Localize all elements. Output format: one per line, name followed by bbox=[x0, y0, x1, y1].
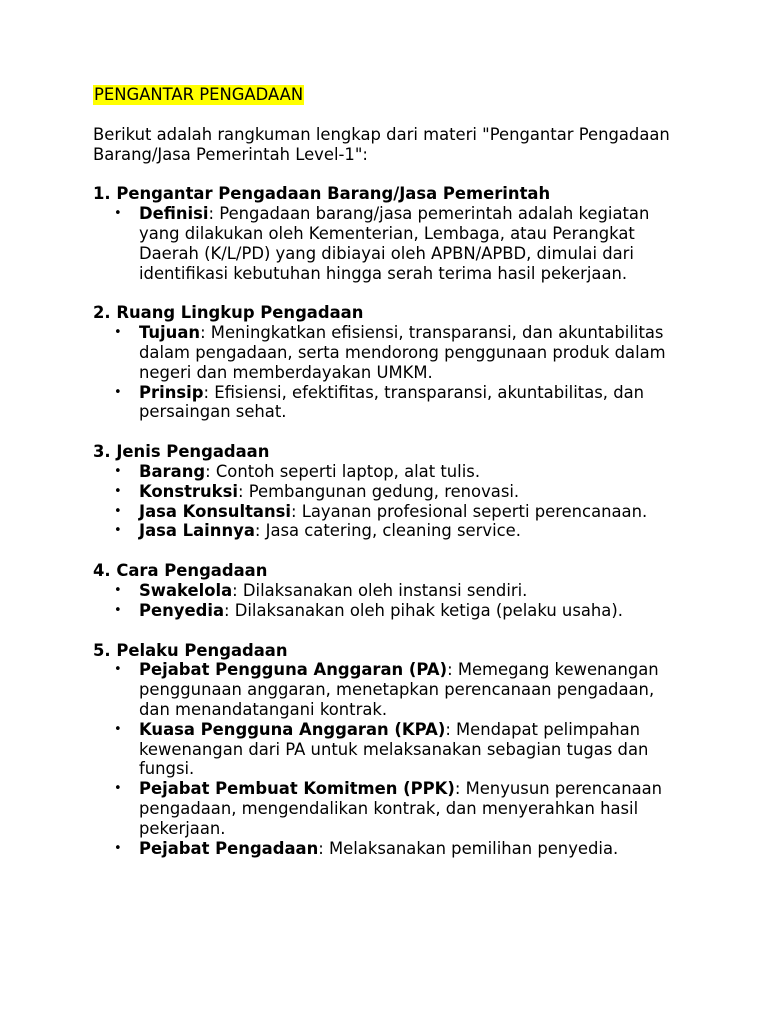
section-heading: 4. Cara Pengadaan bbox=[93, 561, 268, 581]
item-description: : Pengadaan barang/jasa pemerintah adalah kegiatan yang dilakukan oleh Kementerian, Lembaga, atau Perangkat Daerah (K/L/PD) yang dibiayai oleh APBN/APBD, dimulai dari identifikasi kebutuhan hingga serah terima hasil pekerjaan. bbox=[139, 204, 650, 283]
sections-container bbox=[93, 184, 768, 858]
list-item bbox=[93, 839, 679, 859]
section-1 bbox=[93, 184, 768, 283]
bullet-list bbox=[93, 581, 768, 621]
bullet-list bbox=[93, 462, 768, 541]
section-4 bbox=[93, 561, 768, 620]
item-description: : Layanan profesional seperti perencanaan. bbox=[291, 501, 648, 521]
list-item bbox=[93, 720, 679, 779]
item-description: : Mendapat pelimpahan kewenangan dari PA untuk melaksanakan sebagian tugas dan fungsi. bbox=[139, 719, 649, 779]
bullet-icon: • bbox=[114, 721, 122, 737]
bullet-icon: • bbox=[114, 206, 122, 222]
item-term: Konstruksi bbox=[139, 481, 238, 501]
item-term: Swakelola bbox=[139, 580, 233, 600]
bullet-icon: • bbox=[114, 582, 122, 598]
item-term: Jasa Lainnya bbox=[139, 521, 255, 541]
list-item bbox=[93, 581, 679, 601]
item-description: : Memegang kewenangan penggunaan anggaran, menetapkan perencanaan pengadaan, dan menandatangani kontrak. bbox=[139, 660, 659, 719]
bullet-icon: • bbox=[114, 503, 122, 519]
bullet-icon: • bbox=[114, 781, 122, 797]
item-description: : Contoh seperti laptop, alat tulis. bbox=[205, 461, 481, 481]
item-term: Penyedia bbox=[139, 600, 225, 620]
bullet-icon: • bbox=[114, 384, 122, 400]
section-heading: 2. Ruang Lingkup Pengadaan bbox=[93, 303, 364, 323]
section-heading: 3. Jenis Pengadaan bbox=[93, 442, 270, 462]
bullet-icon: • bbox=[114, 662, 122, 678]
list-item bbox=[93, 521, 679, 541]
item-term: Jasa Konsultansi bbox=[139, 501, 292, 521]
list-item bbox=[93, 204, 679, 283]
item-description: : Pembangunan gedung, renovasi. bbox=[237, 481, 520, 501]
section-5 bbox=[93, 641, 768, 859]
item-description: : Dilaksanakan oleh pihak ketiga (pelaku usaha). bbox=[224, 600, 623, 620]
list-item bbox=[93, 383, 679, 423]
bullet-icon: • bbox=[114, 483, 122, 499]
section-heading: 5. Pelaku Pengadaan bbox=[93, 640, 288, 660]
item-description: : Efisiensi, efektifitas, transparansi, akuntabilitas, dan persaingan sehat. bbox=[139, 382, 645, 422]
bullet-list bbox=[93, 204, 768, 283]
section-3 bbox=[93, 442, 768, 541]
list-item bbox=[93, 482, 679, 502]
bullet-icon: • bbox=[114, 602, 122, 618]
intro-paragraph: Berikut adalah rangkuman lengkap dari materi "Pengantar Pengadaan Barang/Jasa Pemerintah Level-1": bbox=[93, 124, 670, 164]
bullet-list bbox=[93, 323, 768, 422]
item-description: : Menyusun perencanaan pengadaan, mengendalikan kontrak, dan menyerahkan hasil pekerjaan. bbox=[139, 779, 663, 838]
item-description: : Dilaksanakan oleh instansi sendiri. bbox=[232, 580, 528, 600]
item-description: : Jasa catering, cleaning service. bbox=[254, 521, 521, 541]
item-term: Pejabat Pengguna Anggaran (PA) bbox=[139, 660, 448, 680]
list-item bbox=[93, 601, 679, 621]
bullet-icon: • bbox=[114, 523, 122, 539]
bullet-icon: • bbox=[114, 325, 122, 341]
item-term: Tujuan bbox=[139, 323, 201, 343]
item-term: Pejabat Pengadaan bbox=[139, 838, 319, 858]
item-term: Definisi bbox=[139, 204, 209, 224]
item-term: Prinsip bbox=[139, 382, 204, 402]
bullet-icon: • bbox=[114, 840, 122, 856]
document-title: PENGANTAR PENGADAAN bbox=[94, 85, 304, 104]
section-2 bbox=[93, 303, 768, 422]
list-item bbox=[93, 660, 679, 719]
item-term: Pejabat Pembuat Komitmen (PPK) bbox=[139, 779, 455, 799]
section-heading: 1. Pengantar Pengadaan Barang/Jasa Pemerintah bbox=[93, 184, 551, 204]
item-term: Kuasa Pengguna Anggaran (KPA) bbox=[139, 719, 446, 739]
item-description: : Melaksanakan pemilihan penyedia. bbox=[318, 838, 619, 858]
list-item bbox=[93, 323, 679, 382]
list-item bbox=[93, 779, 679, 838]
bullet-list bbox=[93, 660, 768, 858]
item-description: : Meningkatkan efisiensi, transparansi, dan akuntabilitas dalam pengadaan, serta mendorong penggunaan produk dalam negeri dan memberdayakan UMKM. bbox=[139, 323, 666, 382]
bullet-icon: • bbox=[114, 463, 122, 479]
list-item bbox=[93, 462, 679, 482]
list-item bbox=[93, 502, 679, 522]
item-term: Barang bbox=[139, 461, 206, 481]
